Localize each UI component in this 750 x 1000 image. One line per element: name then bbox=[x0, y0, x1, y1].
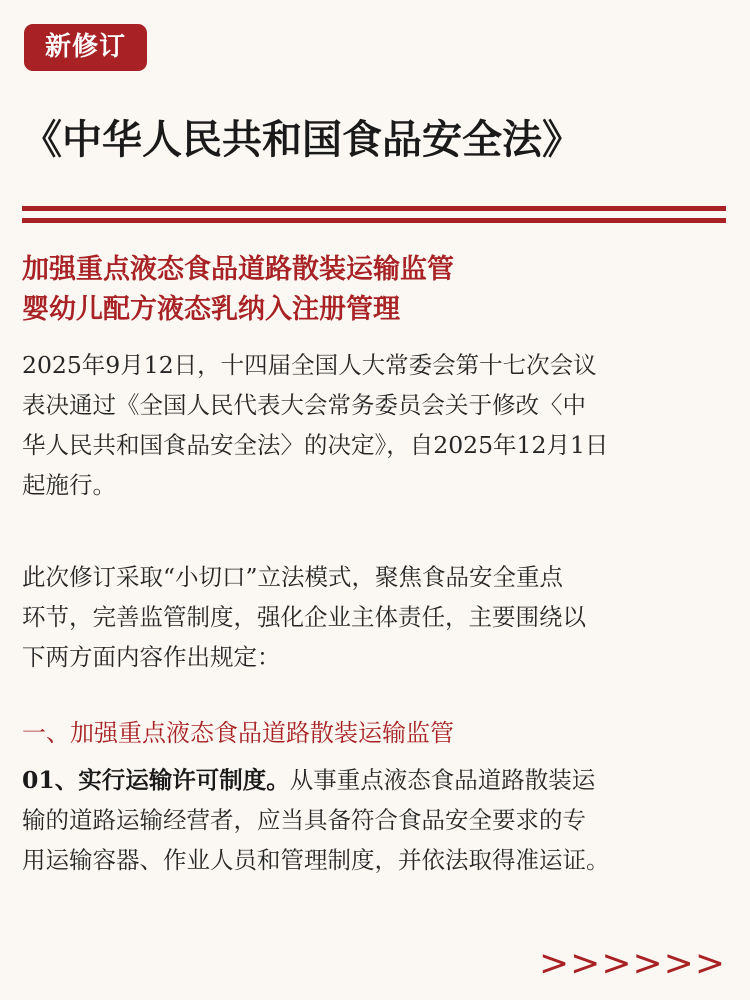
subtitle-line: 加强重点液态食品道路散装运输监管 bbox=[22, 254, 454, 285]
next-page-arrows[interactable]: >>>>>> bbox=[539, 943, 726, 984]
paragraph-line: 输的道路运输经营者，应当具备符合食品安全要求的专 bbox=[22, 806, 586, 834]
paragraph-line: 2025年9月12日，十四届全国人大常委会第十七次会议 bbox=[22, 351, 597, 379]
subtitle-line: 婴幼儿配方液态乳纳入注册管理 bbox=[22, 294, 400, 325]
new-revision-badge: 新修订 bbox=[24, 24, 147, 71]
subtitle-block bbox=[22, 250, 728, 330]
title-divider-top bbox=[22, 206, 726, 211]
paragraph-line: 环节，完善监管制度，强化企业主体责任，主要围绕以 bbox=[22, 603, 586, 631]
paragraph-line: 此次修订采取“小切口”立法模式，聚焦食品安全重点 bbox=[22, 563, 564, 591]
title-divider-bottom bbox=[22, 218, 726, 223]
paragraph-line: 用运输容器、作业人员和管理制度，并依法取得准运证。 bbox=[22, 846, 610, 874]
page-title: 《中华人民共和国食品安全法》 bbox=[22, 117, 582, 163]
paragraph-line: 华人民共和国食品安全法〉的决定》，自2025年12月1日 bbox=[22, 431, 609, 459]
section-heading: 一、加强重点液态食品道路散装运输监管 bbox=[22, 719, 454, 747]
item-label: 01、实行运输许可制度。 bbox=[22, 766, 290, 794]
section-item bbox=[22, 760, 728, 880]
paragraph-line bbox=[22, 760, 728, 800]
overview-paragraph bbox=[22, 557, 728, 677]
intro-paragraph bbox=[22, 345, 728, 505]
paragraph-line: 表决通过《全国人民代表大会常务委员会关于修改〈中 bbox=[22, 391, 586, 419]
paragraph-line: 下两方面内容作出规定： bbox=[22, 643, 281, 671]
paragraph-line: 起施行。 bbox=[22, 471, 116, 499]
item-text: 从事重点液态食品道路散装运 bbox=[289, 766, 596, 794]
